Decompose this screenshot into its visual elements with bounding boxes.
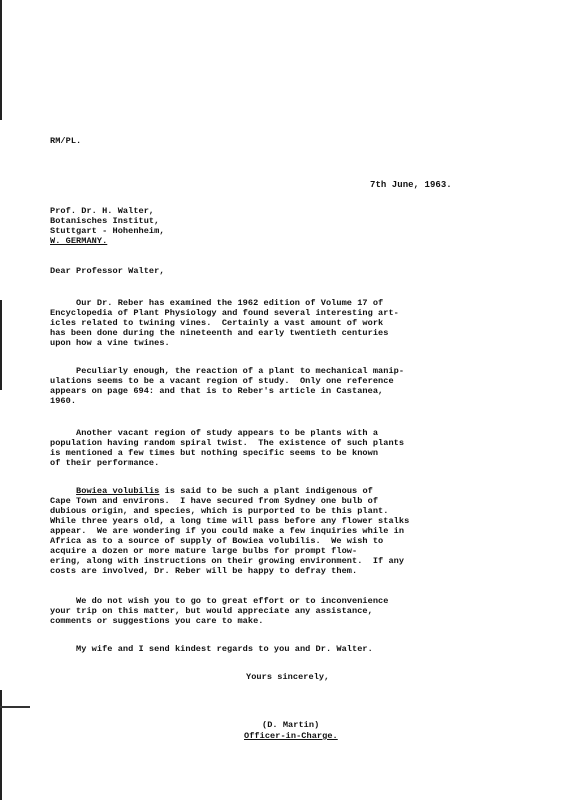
paragraph-4-line: is said to be such a plant indigenous of [159,486,373,496]
paragraph-4-line: appear. We are wondering if you could make a few inquiries while in [50,526,405,536]
paragraph-3-line: is mentioned a few times but nothing specific seems to be known [50,448,379,458]
paragraph-4-line: acquire a dozen or more mature large bulbs for prompt flow- [50,546,358,556]
paragraph-3-line: Another vacant region of study appears to be plants with a [50,428,379,438]
paragraph-6-line: My wife and I send kindest regards to you and Dr. Walter. [50,644,373,654]
paragraph-2-line: Peculiarly enough, the reaction of a plant to mechanical manip- [50,366,405,376]
salutation: Dear Professor Walter, [50,266,165,276]
recipient-country: W. GERMANY. [50,236,108,246]
letter-date: 7th June, 1963. [370,180,452,190]
paragraph-4-line: costs are involved, Dr. Reber will be happy to defray them. [50,566,358,576]
paragraph-1-line: Encyclopedia of Plant Physiology and found several interesting art- [50,308,399,318]
paragraph-5-line: comments or suggestions you care to make. [50,616,264,626]
paragraph-3-line: of their performance. [50,458,160,468]
paragraph-4-first-line [50,486,373,496]
reference-code: RM/PL. [50,136,82,146]
paragraph-2-line: appears on page 694: and that is to Reber's article in Castanea, [50,386,384,396]
scan-edge-mark [0,0,2,120]
species-name: Bowiea volubilis [76,486,160,496]
paragraph-4-line: Africa as to a source of supply of Bowiea volubilis. We wish to [50,536,384,546]
recipient-city: Stuttgart - Hohenheim, [50,226,165,236]
paragraph-3-line: population having random spiral twist. The existence of such plants [50,438,405,448]
paragraph-4-line: While three years old, a long time will pass before any flower stalks [50,516,410,526]
paragraph-1-line: icles related to twining vines. Certainly a vast amount of work [50,318,384,328]
signature-name: (D. Martin) [262,720,320,730]
paragraph-1-line: upon how a vine twines. [50,338,170,348]
paragraph-4-line: ering, along with instructions on their growing environment. If any [50,556,405,566]
paragraph-5-line: your trip on this matter, but would appreciate any assistance, [50,606,373,616]
paragraph-4-line: dubious origin, and species, which is purported to be this plant. [50,506,389,516]
paragraph-1-line: has been done during the nineteenth and early twentieth centuries [50,328,389,338]
closing: Yours sincerely, [246,672,330,682]
paragraph-2-line: ulations seems to be a vacant region of study. Only one reference [50,376,394,386]
paragraph-5-line: We do not wish you to go to great effort or to inconvenience [50,596,389,606]
paragraph-1-line: Our Dr. Reber has examined the 1962 edition of Volume 17 of [50,298,384,308]
signature-title: Officer-in-Charge. [244,731,338,741]
recipient-name: Prof. Dr. H. Walter, [50,206,155,216]
paragraph-2-line: 1960. [50,396,77,406]
scan-smudge [0,706,30,708]
paragraph-4-line: Cape Town and environs. I have secured from Sydney one bulb of [50,496,379,506]
recipient-institute: Botanisches Institut, [50,216,160,226]
scan-edge-mark [0,300,2,390]
